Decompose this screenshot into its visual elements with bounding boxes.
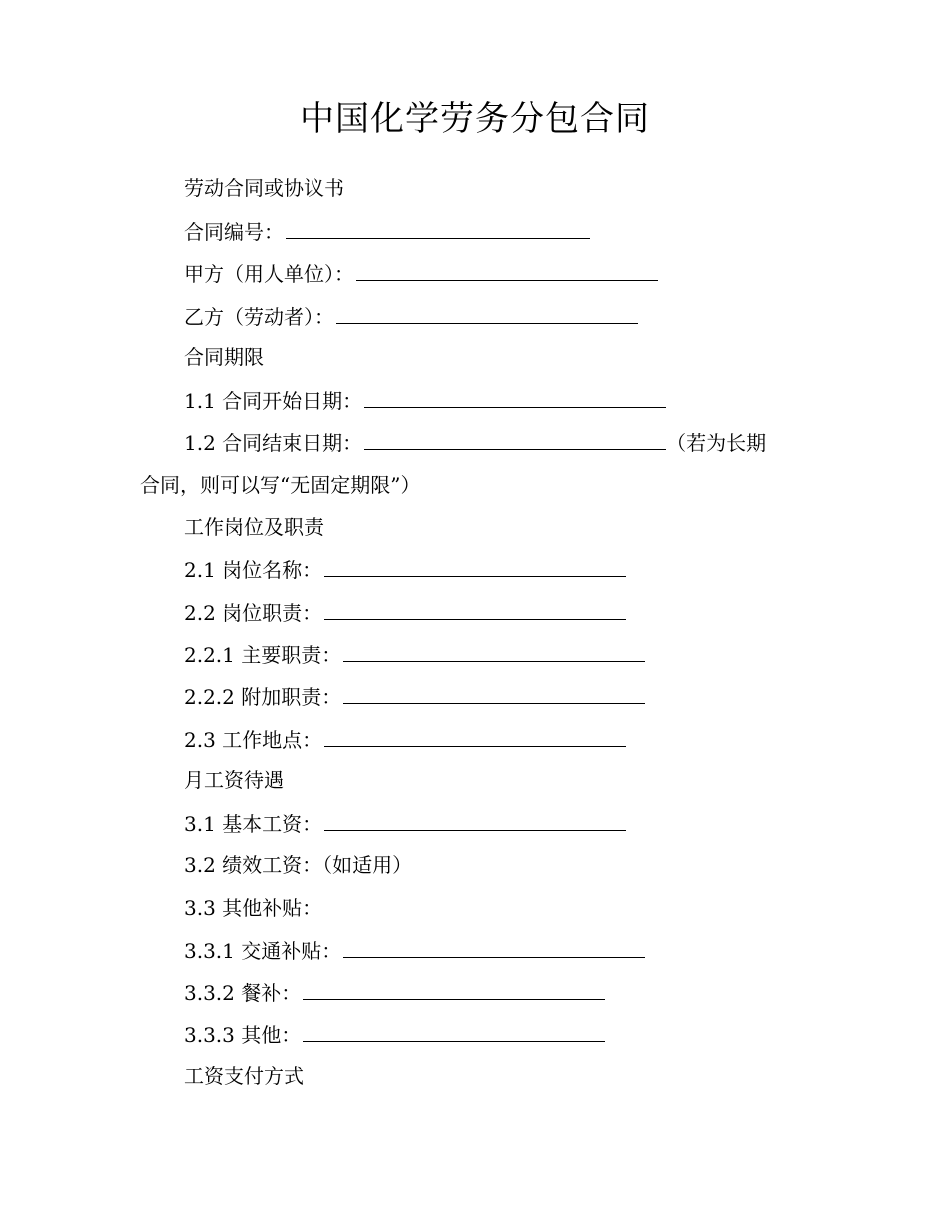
page-title: 中国化学劳务分包合同 (300, 99, 650, 139)
blank-line[interactable] (336, 301, 638, 324)
blank-line[interactable] (343, 639, 645, 662)
field-party-a: 甲方（用人单位）： (184, 258, 658, 289)
heading-salary: 月工资待遇 (184, 768, 284, 792)
blank-line[interactable] (356, 258, 658, 281)
blank-line[interactable] (286, 216, 590, 239)
blank-line[interactable] (343, 681, 645, 704)
blank-line[interactable] (364, 385, 666, 408)
blank-line[interactable] (303, 977, 605, 1000)
field-main-duties: 2.2.1 主要职责： (184, 639, 645, 670)
heading-contract-type: 劳动合同或协议书 (184, 176, 344, 200)
field-transport-allowance: 3.3.1 交通补贴： (184, 935, 645, 966)
heading-payment-method: 工资支付方式 (184, 1064, 304, 1088)
field-performance-pay: 3.2 绩效工资：（如适用） (184, 853, 413, 877)
heading-contract-term: 合同期限 (184, 345, 264, 369)
field-position-name: 2.1 岗位名称： (184, 554, 626, 585)
field-other-allowances: 3.3 其他补贴： (184, 896, 323, 920)
heading-position: 工作岗位及职责 (184, 515, 324, 539)
field-additional-duties: 2.2.2 附加职责： (184, 681, 645, 712)
field-end-date: 1.2 合同结束日期： （若为长期 (184, 427, 766, 458)
blank-line[interactable] (324, 554, 626, 577)
field-work-location: 2.3 工作地点： (184, 724, 626, 755)
blank-line[interactable] (364, 427, 666, 450)
field-other: 3.3.3 其他： (184, 1019, 605, 1050)
field-meal-allowance: 3.3.2 餐补： (184, 977, 605, 1008)
end-date-note: 合同，则可以写“无固定期限”） (140, 473, 421, 497)
blank-line[interactable] (343, 935, 645, 958)
blank-line[interactable] (324, 724, 626, 747)
field-start-date: 1.1 合同开始日期： (184, 385, 666, 416)
field-position-duties: 2.2 岗位职责： (184, 597, 626, 628)
field-base-salary: 3.1 基本工资： (184, 808, 626, 839)
blank-line[interactable] (324, 597, 626, 620)
blank-line[interactable] (324, 808, 626, 831)
blank-line[interactable] (303, 1019, 605, 1042)
field-contract-number: 合同编号： (184, 216, 590, 247)
field-party-b: 乙方（劳动者）： (184, 301, 638, 332)
